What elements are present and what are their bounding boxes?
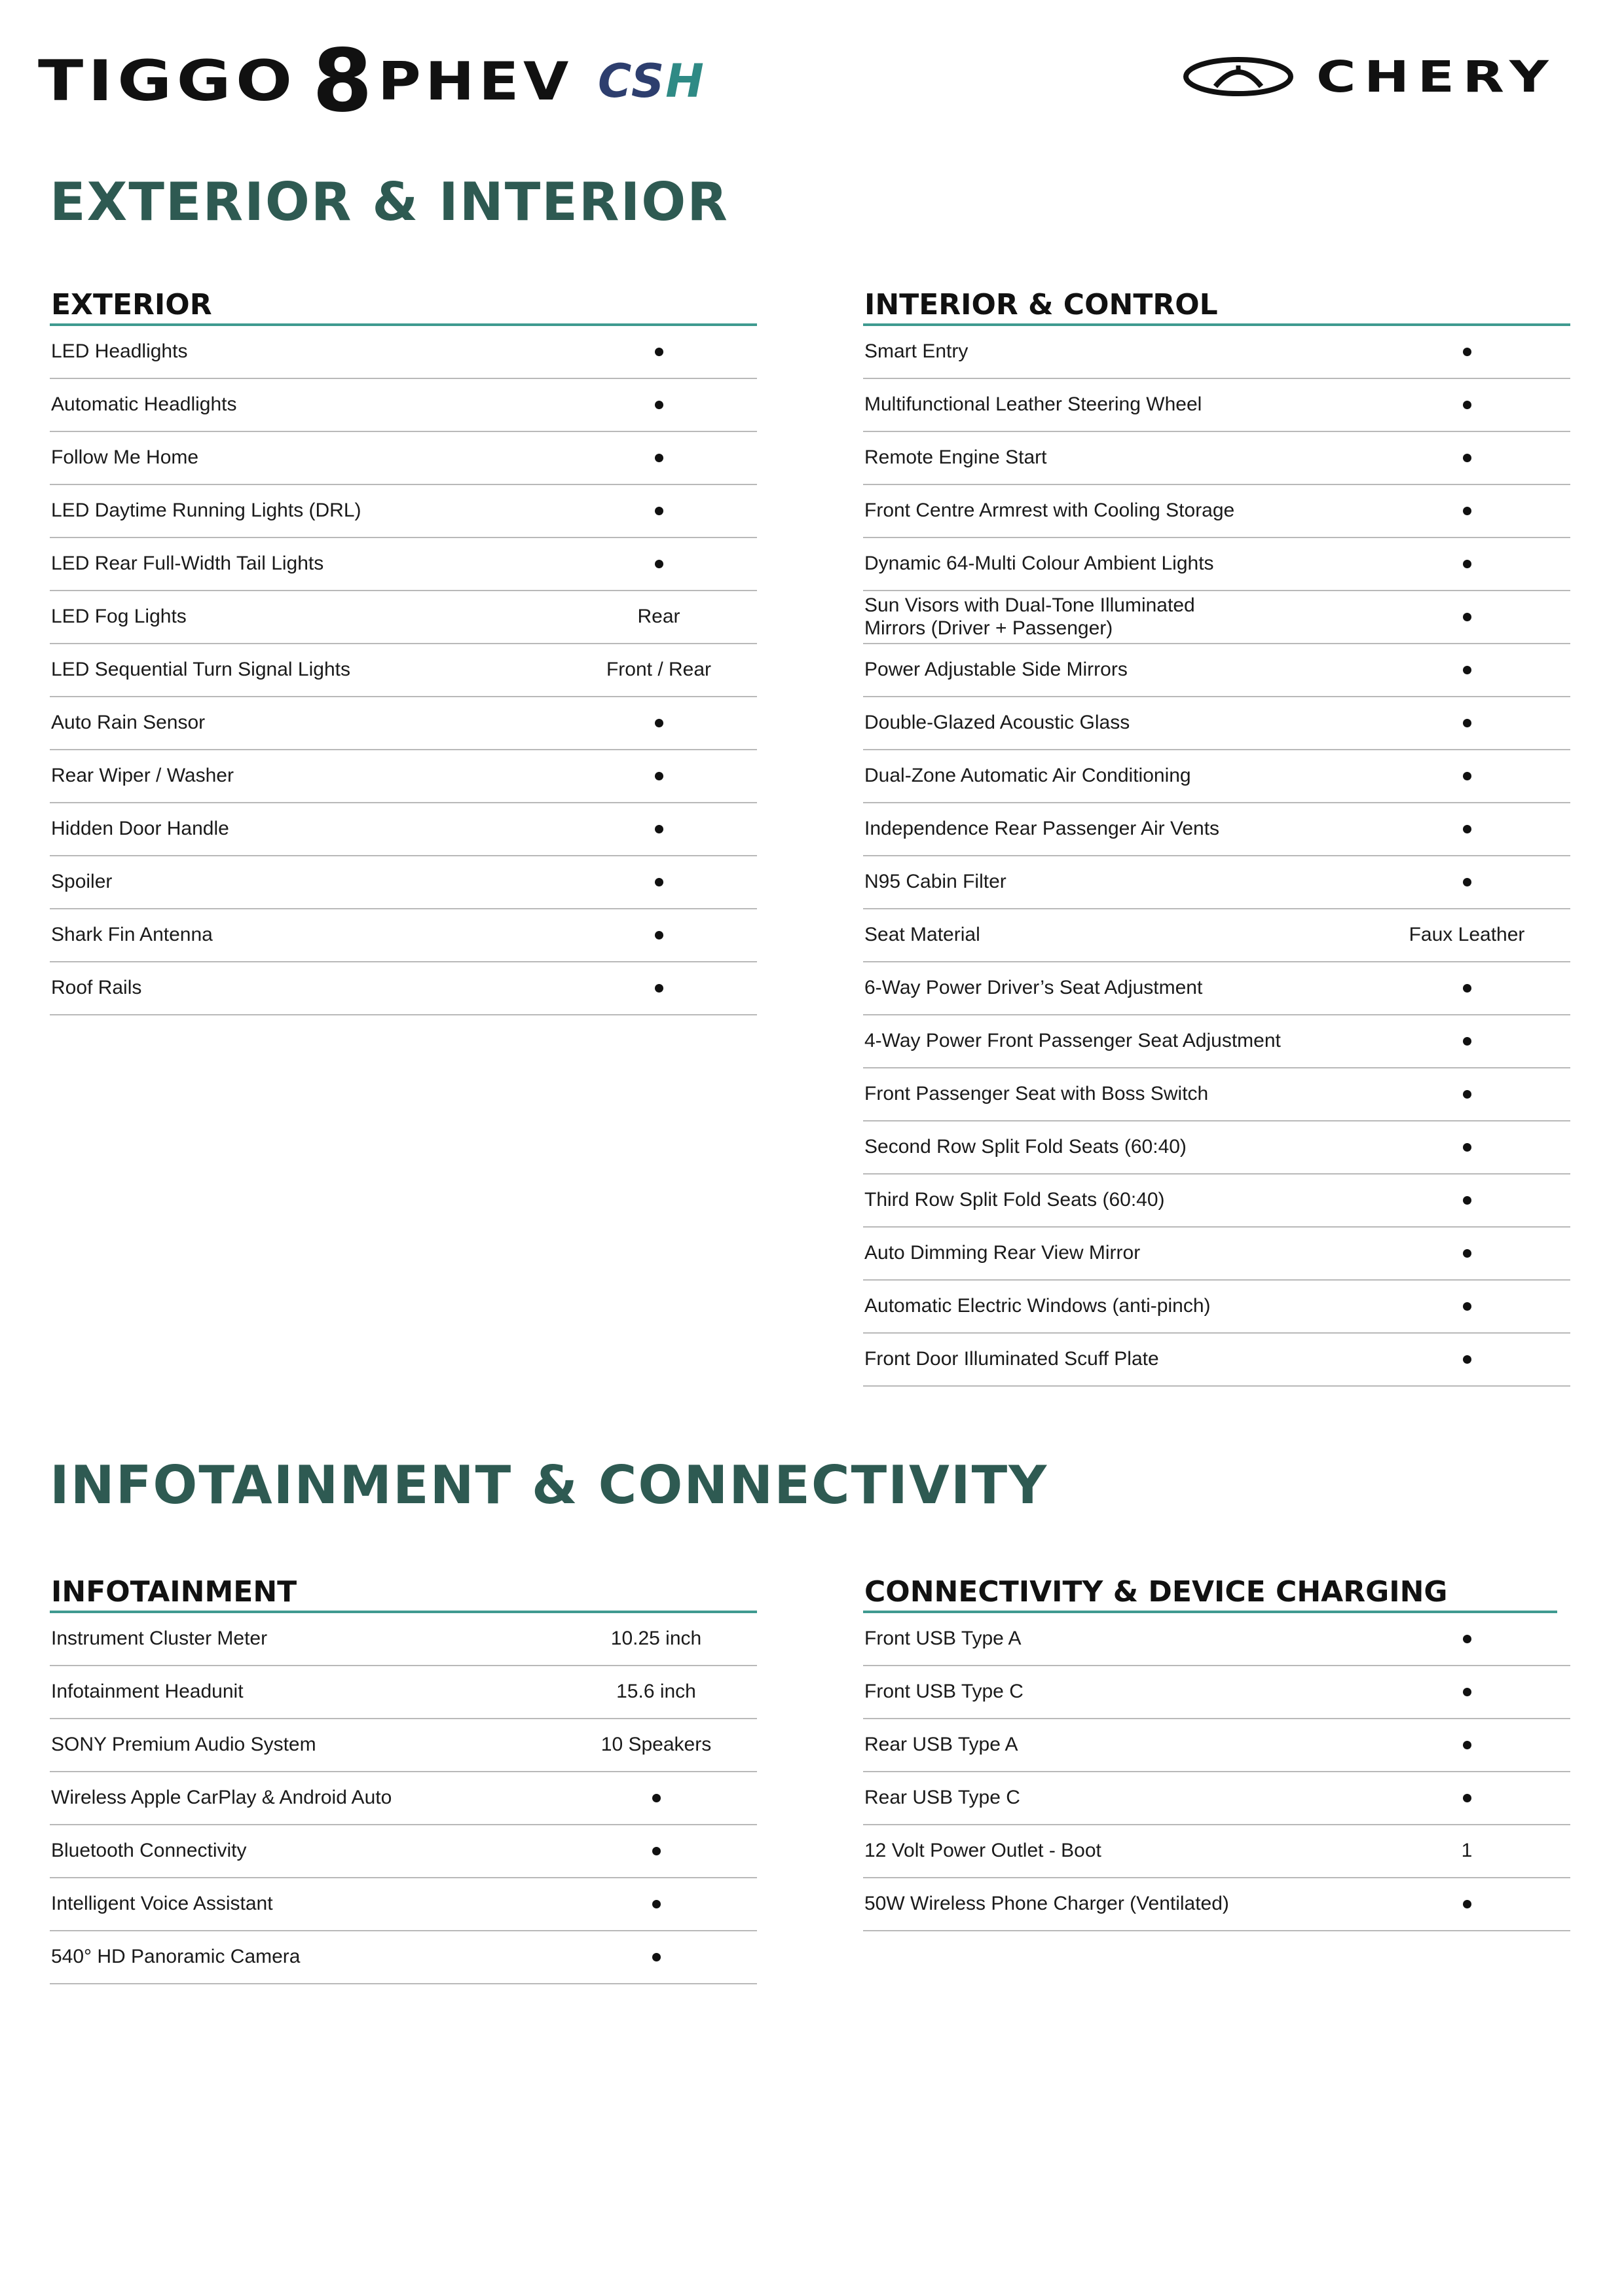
table-row [863, 1068, 1570, 1121]
bullet-dot-icon [655, 984, 663, 993]
row-value-standard [1375, 1878, 1559, 1930]
row-label: Shark Fin Antenna [51, 924, 213, 946]
table-row [50, 1719, 757, 1772]
row-label: Power Adjustable Side Mirrors [864, 659, 1128, 681]
row-value: 10.25 inch [610, 1628, 702, 1650]
row-label: N95 Cabin Filter [864, 871, 1006, 893]
bullet-dot-icon [1463, 507, 1471, 515]
row-label: Remote Engine Start [864, 446, 1047, 469]
bullet-dot-icon [1463, 1900, 1471, 1908]
row-value-standard [567, 750, 750, 802]
row-label: Second Row Split Fold Seats (60:40) [864, 1136, 1187, 1158]
bullet-dot-icon [655, 772, 663, 780]
row-value-standard [1375, 1121, 1559, 1173]
row-value-standard [1375, 1068, 1559, 1120]
bullet-dot-icon [1463, 454, 1471, 462]
row-label: Rear USB Type A [864, 1734, 1018, 1756]
row-value-standard [1375, 1334, 1559, 1385]
row-value-standard [567, 697, 750, 749]
table-row [50, 644, 757, 697]
row-label: 12 Volt Power Outlet - Boot [864, 1840, 1101, 1862]
row-label: Sun Visors with Dual-Tone Illuminated Mirrors (Driver + Passenger) [864, 594, 1195, 639]
connectivity-rows [863, 1613, 1570, 1931]
row-label: Auto Dimming Rear View Mirror [864, 1242, 1141, 1264]
bullet-dot-icon [655, 454, 663, 462]
row-label: Front USB Type A [864, 1628, 1022, 1650]
row-label: LED Rear Full-Width Tail Lights [51, 553, 324, 575]
exterior-heading: EXTERIOR [50, 287, 757, 326]
row-label: LED Headlights [51, 340, 188, 363]
table-row [863, 1015, 1570, 1068]
row-value-standard [567, 326, 750, 378]
infotainment-heading: INFOTAINMENT [50, 1574, 757, 1613]
row-value-standard [1375, 379, 1559, 431]
bullet-dot-icon [655, 931, 663, 939]
table-row [863, 1175, 1570, 1228]
chery-logo [1183, 51, 1557, 102]
table-row [863, 962, 1570, 1015]
bullet-dot-icon [652, 1847, 661, 1855]
chery-wordmark: CHERY [1316, 51, 1557, 102]
row-value: 10 Speakers [600, 1734, 712, 1756]
table-row [863, 1281, 1570, 1334]
table-row [50, 1825, 757, 1878]
bullet-dot-icon [1463, 1249, 1471, 1258]
row-value-standard [567, 909, 750, 961]
table-row [50, 591, 757, 644]
bullet-dot-icon [1463, 1688, 1471, 1696]
table-row [863, 538, 1570, 591]
row-value-standard [1375, 1015, 1559, 1067]
bullet-dot-icon [655, 719, 663, 727]
bullet-dot-icon [655, 348, 663, 356]
exterior-rows [50, 326, 757, 1015]
bullet-dot-icon [1463, 772, 1471, 780]
table-row [50, 803, 757, 856]
table-row [50, 750, 757, 803]
bullet-dot-icon [652, 1900, 661, 1908]
bullet-dot-icon [1463, 1090, 1471, 1099]
bullet-dot-icon [1463, 560, 1471, 568]
row-label: Dual-Zone Automatic Air Conditioning [864, 765, 1191, 787]
row-value-standard [1375, 856, 1559, 908]
table-row [863, 432, 1570, 485]
table-row [50, 962, 757, 1015]
row-value-standard [1375, 1666, 1559, 1718]
bullet-dot-icon [655, 825, 663, 833]
row-value-standard [564, 1931, 748, 1983]
row-label: Infotainment Headunit [51, 1681, 244, 1703]
table-row [50, 697, 757, 750]
row-value-standard [1375, 1613, 1559, 1665]
row-value-standard [1375, 1281, 1559, 1332]
infotainment-table [50, 1574, 757, 1984]
connectivity-heading: CONNECTIVITY & DEVICE CHARGING [863, 1574, 1557, 1613]
row-value-standard [564, 1772, 748, 1824]
connectivity-table [863, 1574, 1570, 1931]
table-row [863, 326, 1570, 379]
bullet-dot-icon [1463, 1196, 1471, 1205]
row-value-standard [567, 485, 750, 537]
row-value: Rear [637, 606, 680, 628]
exterior-table [50, 287, 757, 1015]
row-value-standard [567, 856, 750, 908]
table-row [863, 1613, 1570, 1666]
row-value-standard [1375, 432, 1559, 484]
bullet-dot-icon [1463, 825, 1471, 833]
table-row [863, 644, 1570, 697]
logo-csh-cs: CS [597, 54, 666, 108]
row-value: 15.6 inch [616, 1681, 696, 1703]
table-row [863, 591, 1570, 644]
row-value: 1 [1461, 1840, 1473, 1862]
table-row [863, 750, 1570, 803]
table-row [50, 326, 757, 379]
bullet-dot-icon [655, 878, 663, 886]
row-label: Multifunctional Leather Steering Wheel [864, 393, 1202, 416]
row-label: Hidden Door Handle [51, 818, 229, 840]
table-row [50, 909, 757, 962]
chery-emblem-icon [1183, 56, 1294, 97]
table-row [50, 379, 757, 432]
row-label: Rear Wiper / Washer [51, 765, 234, 787]
row-value-standard [1375, 1175, 1559, 1226]
table-row [863, 1719, 1570, 1772]
row-value-standard [567, 538, 750, 590]
row-value-standard [1375, 326, 1559, 378]
row-label: 4-Way Power Front Passenger Seat Adjustment [864, 1030, 1281, 1052]
table-row [863, 379, 1570, 432]
row-label: Intelligent Voice Assistant [51, 1893, 273, 1915]
table-row [50, 1666, 757, 1719]
table-row [863, 909, 1570, 962]
row-value-standard [1375, 697, 1559, 749]
logo-phev-text: PHEV [377, 50, 573, 112]
row-label: Rear USB Type C [864, 1787, 1020, 1809]
row-value-standard [1375, 750, 1559, 802]
table-row [863, 485, 1570, 538]
tiggo-8-phev-logo [38, 31, 705, 132]
table-row [863, 1666, 1570, 1719]
table-row [50, 1931, 757, 1984]
bullet-dot-icon [655, 507, 663, 515]
row-value: Front / Rear [606, 659, 712, 681]
bullet-dot-icon [1463, 348, 1471, 356]
row-value-standard [1375, 538, 1559, 590]
bullet-dot-icon [1463, 1355, 1471, 1364]
infotainment-rows [50, 1613, 757, 1984]
row-value-standard [1375, 591, 1559, 643]
logo-eight-text: 8 [312, 31, 373, 132]
logo-csh-text [598, 54, 705, 108]
infotainment-connectivity-title: INFOTAINMENT & CONNECTIVITY [50, 1455, 1048, 1516]
row-value-standard [1375, 803, 1559, 855]
row-label: Dynamic 64-Multi Colour Ambient Lights [864, 553, 1214, 575]
row-value-standard [1375, 644, 1559, 696]
row-value-standard [567, 379, 750, 431]
bullet-dot-icon [1463, 666, 1471, 674]
bullet-dot-icon [1463, 1794, 1471, 1802]
table-row [50, 538, 757, 591]
row-label: 6-Way Power Driver’s Seat Adjustment [864, 977, 1203, 999]
row-label: Independence Rear Passenger Air Vents [864, 818, 1220, 840]
bullet-dot-icon [655, 401, 663, 409]
bullet-dot-icon [1463, 1037, 1471, 1046]
table-row [863, 1772, 1570, 1825]
table-row [863, 1825, 1570, 1878]
interior-control-rows [863, 326, 1570, 1387]
table-row [50, 432, 757, 485]
row-label: Wireless Apple CarPlay & Android Auto [51, 1787, 392, 1809]
table-row [50, 1772, 757, 1825]
row-value: Faux Leather [1409, 924, 1525, 946]
row-label: Front Door Illuminated Scuff Plate [864, 1348, 1159, 1370]
table-row [863, 1334, 1570, 1387]
row-label: LED Fog Lights [51, 606, 187, 628]
logo-tiggo-text: TIGGO [38, 48, 297, 114]
logo-csh-h: H [665, 54, 705, 108]
table-row [50, 485, 757, 538]
row-value-standard [1375, 1719, 1559, 1771]
row-label: 50W Wireless Phone Charger (Ventilated) [864, 1893, 1229, 1915]
row-label: SONY Premium Audio System [51, 1734, 316, 1756]
row-label: Automatic Electric Windows (anti-pinch) [864, 1295, 1211, 1317]
bullet-dot-icon [1463, 984, 1471, 993]
row-label: 540° HD Panoramic Camera [51, 1946, 301, 1968]
table-row [863, 803, 1570, 856]
row-label: Smart Entry [864, 340, 969, 363]
table-row [863, 1878, 1570, 1931]
row-label: Follow Me Home [51, 446, 199, 469]
table-row [50, 1613, 757, 1666]
row-label: Auto Rain Sensor [51, 712, 206, 734]
bullet-dot-icon [1463, 401, 1471, 409]
row-value-standard [1375, 962, 1559, 1014]
exterior-interior-title: EXTERIOR & INTERIOR [50, 172, 729, 232]
row-value-standard [567, 432, 750, 484]
table-row [863, 1121, 1570, 1175]
row-label: Seat Material [864, 924, 980, 946]
row-value-standard [564, 1825, 748, 1877]
row-value-standard [567, 962, 750, 1014]
bullet-dot-icon [1463, 1635, 1471, 1643]
row-value-standard [567, 803, 750, 855]
row-label: Bluetooth Connectivity [51, 1840, 247, 1862]
bullet-dot-icon [1463, 719, 1471, 727]
row-value-standard [1375, 485, 1559, 537]
row-value-standard [1375, 1228, 1559, 1279]
row-label: Front Passenger Seat with Boss Switch [864, 1083, 1209, 1105]
interior-control-table [863, 287, 1570, 1387]
row-label: LED Daytime Running Lights (DRL) [51, 500, 361, 522]
bullet-dot-icon [652, 1794, 661, 1802]
bullet-dot-icon [1463, 878, 1471, 886]
bullet-dot-icon [652, 1953, 661, 1961]
bullet-dot-icon [655, 560, 663, 568]
row-label: Roof Rails [51, 977, 142, 999]
row-label: Automatic Headlights [51, 393, 237, 416]
row-label: Front USB Type C [864, 1681, 1024, 1703]
row-label: Front Centre Armrest with Cooling Storage [864, 500, 1235, 522]
bullet-dot-icon [1463, 1143, 1471, 1152]
table-row [863, 697, 1570, 750]
table-row [50, 856, 757, 909]
interior-control-heading: INTERIOR & CONTROL [863, 287, 1570, 326]
row-value-standard [564, 1878, 748, 1930]
table-row [50, 1878, 757, 1931]
row-label: LED Sequential Turn Signal Lights [51, 659, 350, 681]
bullet-dot-icon [1463, 1741, 1471, 1749]
bullet-dot-icon [1463, 1302, 1471, 1311]
row-label: Double-Glazed Acoustic Glass [864, 712, 1130, 734]
row-label: Spoiler [51, 871, 113, 893]
table-row [863, 856, 1570, 909]
row-value-standard [1375, 1772, 1559, 1824]
row-label: Instrument Cluster Meter [51, 1628, 268, 1650]
bullet-dot-icon [1463, 613, 1471, 621]
table-row [863, 1228, 1570, 1281]
row-label: Third Row Split Fold Seats (60:40) [864, 1189, 1165, 1211]
